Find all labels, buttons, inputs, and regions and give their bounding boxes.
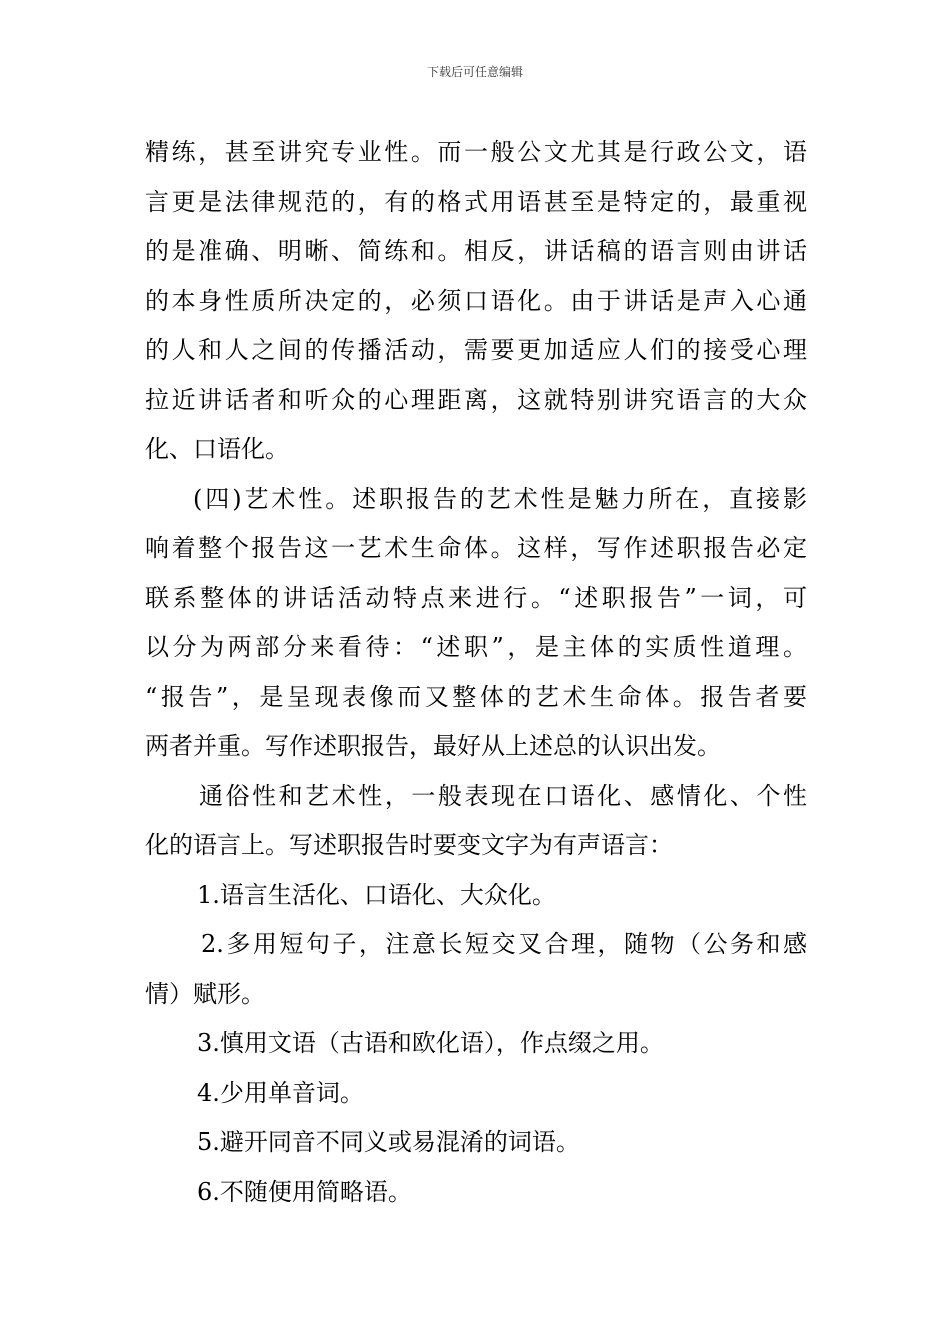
list-item: 3.慎用文语（古语和欧化语），作点缀之用。 — [197, 1029, 664, 1057]
list-item: 6.不随便用简略语。 — [197, 1177, 412, 1206]
text-line: 情）赋形。 — [145, 979, 265, 1008]
text-line: 化、口语化。 — [145, 435, 289, 463]
document-body — [145, 128, 807, 1217]
text-line: 的本身性质所决定的，必须口语化。由于讲话是声入心通 — [145, 286, 807, 315]
list-item: 4.少用单音词。 — [197, 1078, 364, 1107]
list-item: 2.多用短句子，注意长短交叉合理，随物（公务和感 — [201, 930, 807, 958]
text-line: 化的语言上。写述职报告时要变文字为有声语言： — [145, 831, 673, 859]
text-line: 拉近讲话者和听众的心理距离，这就特别讲究语言的大众 — [145, 385, 807, 414]
text-line: 精练，甚至讲究专业性。而一般公文尤其是行政公文，语 — [145, 138, 807, 166]
text-line: “报告”，是呈现表像而又整体的艺术生命体。报告者要 — [145, 682, 807, 711]
list-item: 1.语言生活化、口语化、大众化。 — [197, 880, 556, 909]
text-line: 的是准确、明晰、简练和。相反，讲话稿的语言则由讲话 — [145, 237, 807, 265]
text-line: 言更是法律规范的，有的格式用语甚至是特定的，最重视 — [145, 187, 807, 216]
text-line: 以分为两部分来看待：“述职”，是主体的实质性道理。 — [145, 633, 807, 661]
text-line: 响着整个报告这一艺术生命体。这样，写作述职报告必定 — [145, 534, 807, 562]
text-line: 联系整体的讲话活动特点来进行。“述职报告”一词，可 — [145, 583, 807, 612]
text-line: 的人和人之间的传播活动，需要更加适应人们的接受心理 — [145, 336, 807, 364]
text-line: (四)艺术性。述职报告的艺术性是魅力所在，直接影 — [193, 484, 807, 513]
page-header: 下载后可任意编辑 — [426, 65, 523, 79]
text-line: 两者并重。写作述职报告，最好从上述总的认识出发。 — [145, 732, 721, 760]
list-item: 5.避开同音不同义或易混淆的词语。 — [197, 1128, 580, 1156]
text-line: 通俗性和艺术性，一般表现在口语化、感情化、个性 — [199, 781, 807, 810]
